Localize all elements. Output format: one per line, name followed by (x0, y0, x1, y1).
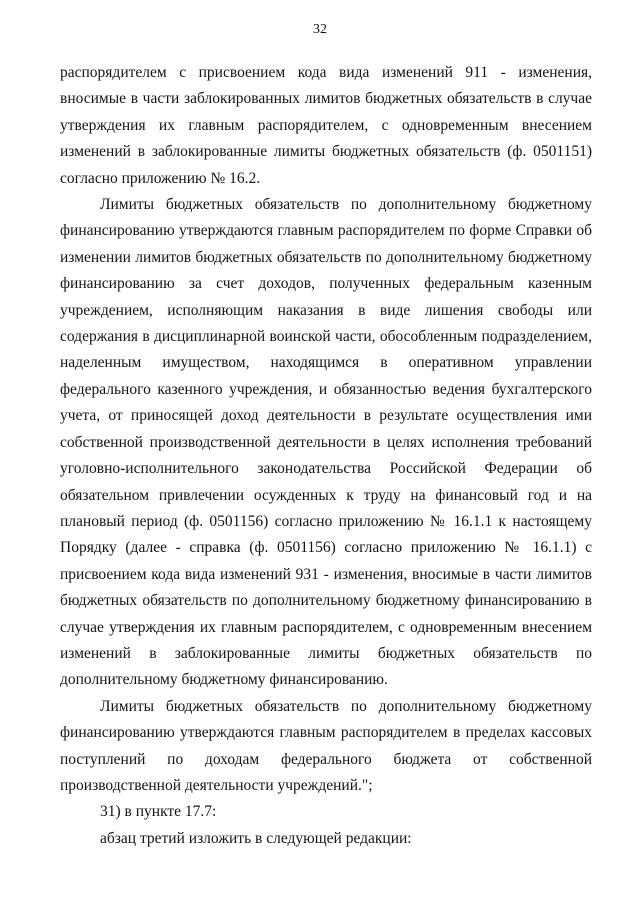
paragraph-limits-additional-financing: Лимиты бюджетных обязательств по дополнительному бюджетному финансированию утверждаются главным распорядителем по форме Справки об изменении лимитов бюджетных обязательств по дополнительному бюджетному финансированию за счет доходов, полученных федеральным казенным учреждением, исполняющим наказания в виде лишения свободы или содержания в дисциплинарной воинской части, обособленным подразделением, наделенным имуществом, находящимся в оперативном управлении федерального казенного учреждения, и обязанностью ведения бухгалтерского учета, от приносящей доход деятельности в результате осуществления ими собственной производственной деятельности в целях исполнения требований уголовно-исполнительного законодательства Российской Федерации об обязательном привлечении осужденных к труду на финансовый год и на плановый период (ф. 0501156) согласно приложению № 16.1.1 к настоящему Порядку (далее - справка (ф. 0501156) согласно приложению № 16.1.1) с присвоением кода вида изменений 931 - изменения, вносимые в части лимитов бюджетных обязательств по дополнительному бюджетному финансированию в случае утверждения их главным распорядителем, с одновременным внесением изменений в заблокированные лимиты бюджетных обязательств по дополнительному бюджетному финансированию. (60, 196, 592, 689)
paragraph-item-31: 31) в пункте 17.7: (100, 803, 217, 821)
paragraph-continuation: распорядителем с присвоением кода вида изменений 911 - изменения, вносимые в части заблокированных лимитов бюджетных обязательств в случае утверждения их главным распорядителем, с одновременным внесением изменений в заблокированные лимиты бюджетных обязательств (ф. 0501151) согласно приложению № 16.2. (60, 64, 592, 187)
page-number: 32 (313, 22, 327, 37)
document-body (60, 60, 592, 852)
paragraph-third-paragraph-edit: абзац третий изложить в следующей редакции: (100, 829, 412, 847)
paragraph-limits-cash-receipts: Лимиты бюджетных обязательств по дополнительному бюджетному финансированию утверждаются главным распорядителем в пределах кассовых поступлений по доходам федерального бюджета от собственной производственной деятельности учреждений."; (60, 697, 592, 794)
